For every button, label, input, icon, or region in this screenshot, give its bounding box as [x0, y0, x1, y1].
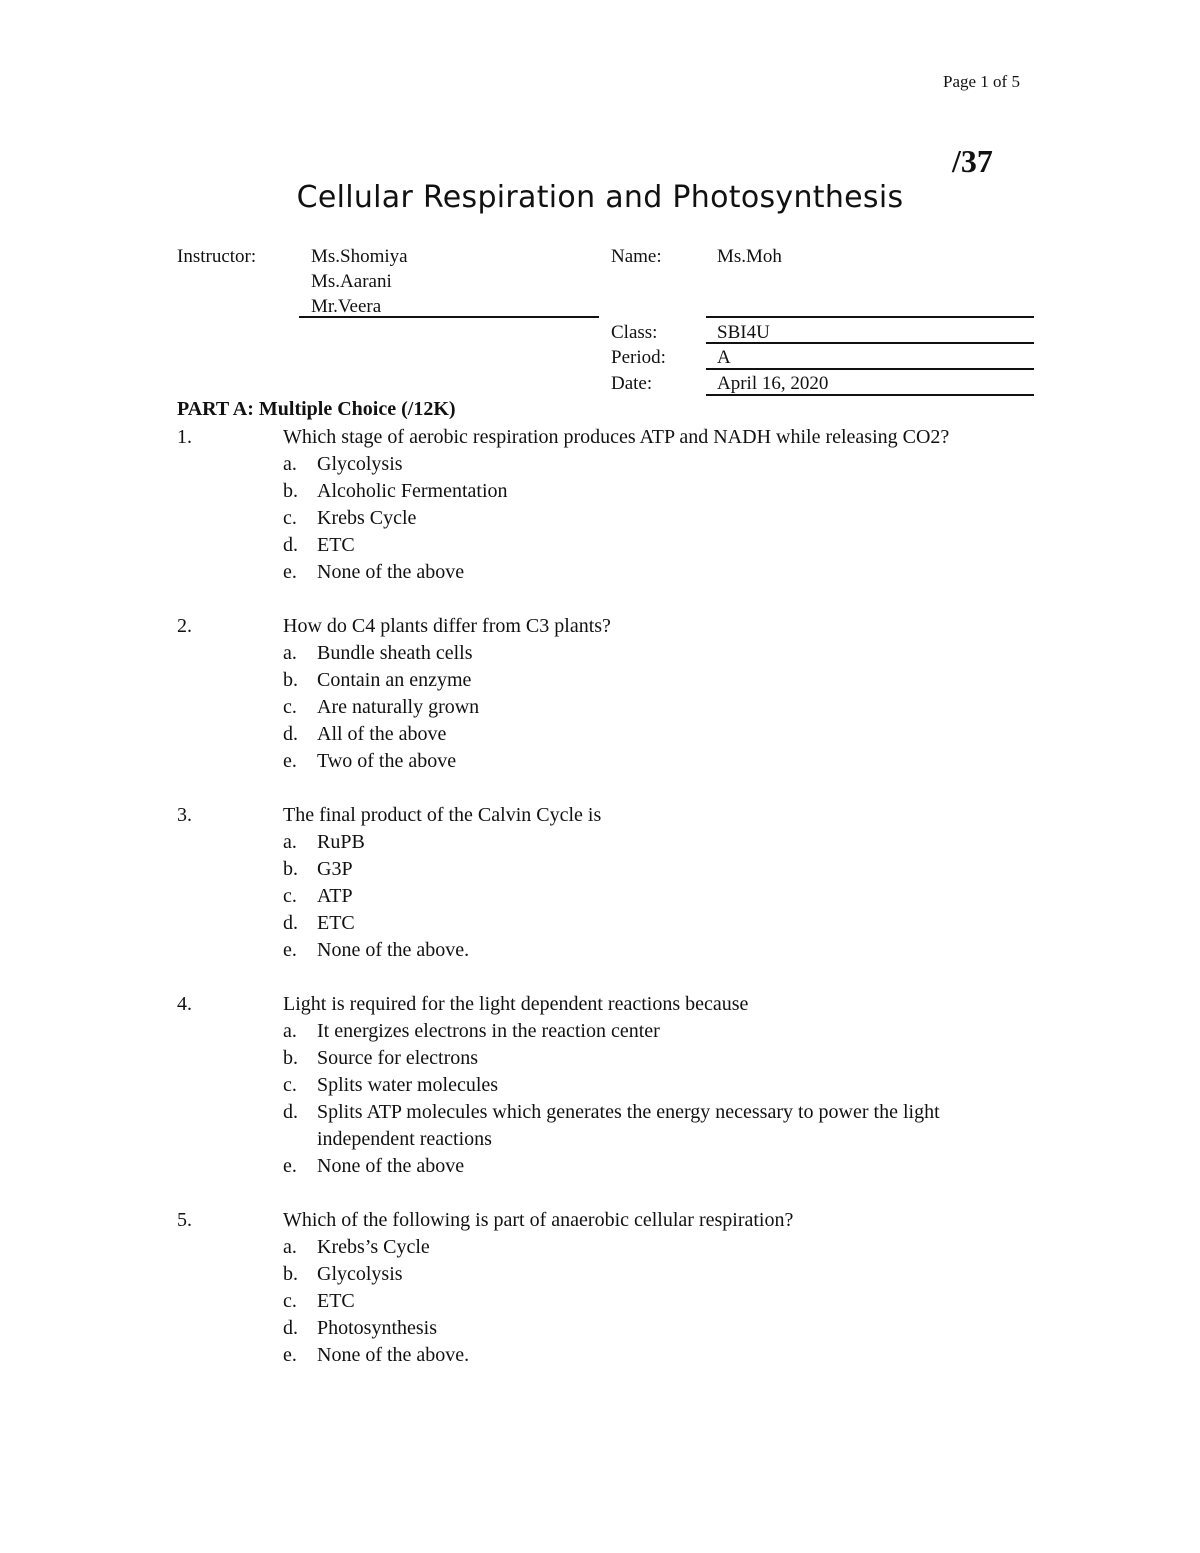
page-number: Page 1 of 5 [943, 72, 1020, 91]
answer-option [0, 505, 1200, 532]
period-underline [706, 368, 1034, 370]
option-letter: e. [283, 1344, 297, 1366]
option-text: Bundle sheath cells [317, 642, 473, 664]
option-text: Source for electrons [317, 1047, 479, 1069]
question-number: 4. [177, 993, 192, 1015]
question-text: The final product of the Calvin Cycle is [283, 804, 602, 826]
option-text: None of the above [317, 1155, 465, 1177]
option-letter: a. [283, 453, 297, 475]
answer-option [0, 1342, 1200, 1369]
option-text: Krebs Cycle [317, 507, 417, 529]
option-letter: e. [283, 750, 297, 772]
option-text: Contain an enzyme [317, 669, 472, 691]
answer-option [0, 856, 1200, 883]
option-text: None of the above. [317, 939, 470, 961]
option-list [0, 829, 1200, 964]
option-text: None of the above. [317, 1344, 470, 1366]
question [0, 802, 1200, 964]
answer-option [0, 910, 1200, 937]
option-letter: d. [283, 534, 298, 556]
option-letter: c. [283, 507, 297, 529]
question-number: 2. [177, 615, 192, 637]
option-text: Alcoholic Fermentation [317, 480, 508, 502]
option-letter: c. [283, 885, 297, 907]
option-letter: d. [283, 723, 298, 745]
instructor-underline [299, 316, 599, 318]
option-list [0, 1234, 1200, 1369]
instructor-name: Ms.Aarani [311, 271, 392, 292]
option-text: None of the above [317, 561, 465, 583]
question-text: Light is required for the light dependent reactions because [283, 993, 749, 1015]
name-underline [706, 316, 1034, 318]
answer-option [0, 1153, 1200, 1180]
option-text: Photosynthesis [317, 1317, 438, 1339]
option-text: Glycolysis [317, 1263, 403, 1285]
option-letter: c. [283, 1290, 297, 1312]
period-value: A [717, 347, 731, 368]
answer-option [0, 478, 1200, 505]
class-label: Class: [611, 322, 658, 343]
option-letter: a. [283, 642, 297, 664]
question [0, 424, 1200, 586]
option-text: Glycolysis [317, 453, 403, 475]
answer-option [0, 829, 1200, 856]
option-letter: b. [283, 858, 298, 880]
option-letter: e. [283, 1155, 297, 1177]
option-text: Splits ATP molecules which generates the energy necessary to power the light independent reactions [317, 1101, 940, 1150]
answer-option [0, 532, 1200, 559]
option-list [0, 451, 1200, 586]
answer-option [0, 1099, 1200, 1153]
option-list [0, 640, 1200, 775]
option-text: It energizes electrons in the reaction center [317, 1020, 660, 1042]
instructor-name: Ms.Shomiya [311, 246, 408, 267]
option-letter: a. [283, 1236, 297, 1258]
option-text: RuPB [317, 831, 365, 853]
instructor-label: Instructor: [177, 246, 257, 267]
answer-option [0, 937, 1200, 964]
option-letter: b. [283, 480, 298, 502]
date-label: Date: [611, 373, 653, 394]
document-title: Cellular Respiration and Photosynthesis [296, 180, 904, 215]
date-value: April 16, 2020 [717, 373, 829, 394]
answer-option [0, 1288, 1200, 1315]
option-letter: c. [283, 1074, 297, 1096]
score-total: /37 [952, 143, 993, 179]
option-letter: d. [283, 912, 298, 934]
class-value: SBI4U [717, 322, 770, 343]
answer-option [0, 694, 1200, 721]
option-letter: a. [283, 831, 297, 853]
question-number: 5. [177, 1209, 192, 1231]
instructor-name: Mr.Veera [311, 296, 382, 317]
option-letter: b. [283, 1263, 298, 1285]
answer-option [0, 640, 1200, 667]
date-underline [706, 394, 1034, 396]
question-text: How do C4 plants differ from C3 plants? [283, 615, 611, 637]
option-text: ETC [317, 1290, 355, 1312]
question-text: Which of the following is part of anaerobic cellular respiration? [283, 1209, 794, 1231]
answer-option [0, 667, 1200, 694]
option-letter: b. [283, 1047, 298, 1069]
answer-option [0, 1261, 1200, 1288]
answer-option [0, 748, 1200, 775]
option-letter: d. [283, 1317, 298, 1339]
question [0, 1207, 1200, 1369]
option-text: Splits water molecules [317, 1074, 499, 1096]
answer-option [0, 1072, 1200, 1099]
option-text: Krebs’s Cycle [317, 1236, 430, 1258]
answer-option [0, 1045, 1200, 1072]
option-text: ETC [317, 534, 355, 556]
question-number: 1. [177, 426, 192, 448]
option-letter: d. [283, 1101, 298, 1123]
option-letter: b. [283, 669, 298, 691]
option-text: All of the above [317, 723, 447, 745]
option-letter: a. [283, 1020, 297, 1042]
period-label: Period: [611, 347, 666, 368]
option-text: Two of the above [317, 750, 457, 772]
name-value: Ms.Moh [717, 246, 782, 267]
class-underline [706, 342, 1034, 344]
option-text: ATP [317, 885, 353, 907]
answer-option [0, 1018, 1200, 1045]
question [0, 613, 1200, 775]
answer-option [0, 451, 1200, 478]
name-label: Name: [611, 246, 662, 267]
option-text: G3P [317, 858, 353, 880]
answer-option [0, 883, 1200, 910]
answer-option [0, 1315, 1200, 1342]
option-list [0, 1018, 1200, 1180]
question-text: Which stage of aerobic respiration produces ATP and NADH while releasing CO2? [283, 426, 950, 448]
option-letter: e. [283, 939, 297, 961]
option-text: ETC [317, 912, 355, 934]
question [0, 991, 1200, 1180]
option-letter: e. [283, 561, 297, 583]
question-number: 3. [177, 804, 192, 826]
answer-option [0, 1234, 1200, 1261]
part-a-heading: PART A: Multiple Choice (/12K) [177, 398, 456, 420]
option-text: Are naturally grown [317, 696, 480, 718]
answer-option [0, 721, 1200, 748]
answer-option [0, 559, 1200, 586]
question-list [0, 424, 1200, 1396]
option-letter: c. [283, 696, 297, 718]
